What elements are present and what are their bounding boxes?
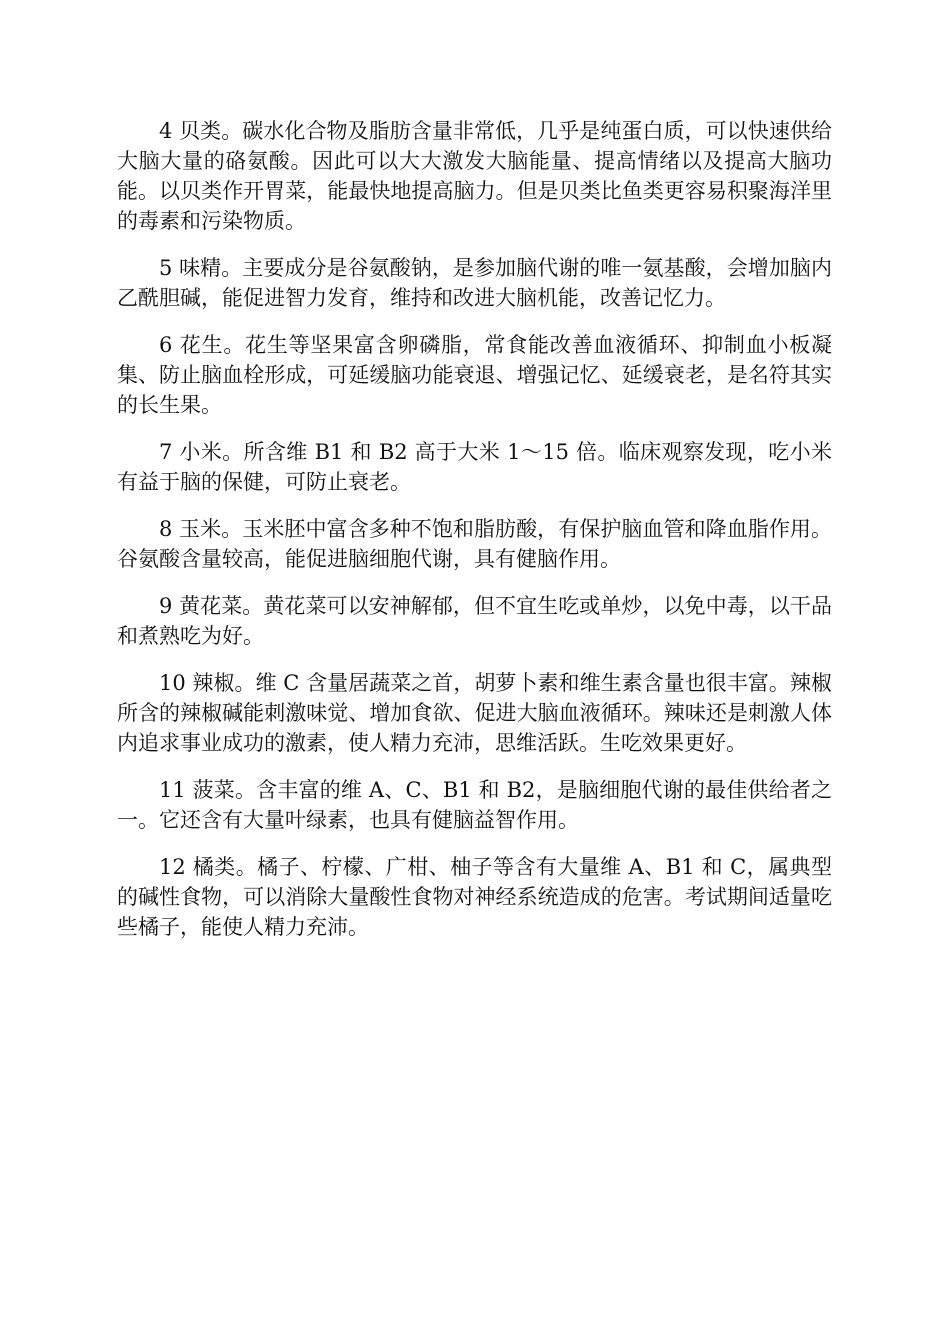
paragraph-corn: 8 玉米。玉米胚中富含多种不饱和脂肪酸，有保护脑血管和降血脂作用。谷氨酸含量较高，能促进脑细胞代谢，具有健脑作用。 [117, 517, 832, 571]
paragraph-msg: 5 味精。主要成分是谷氨酸钠，是参加脑代谢的唯一氨基酸，会增加脑内乙酰胆碱，能促进智力发育，维持和改进大脑机能，改善记忆力。 [117, 256, 832, 310]
paragraph-shellfish: 4 贝类。碳水化合物及脂肪含量非常低，几乎是纯蛋白质，可以快速供给大脑大量的硌氨酸。因此可以大大激发大脑能量、提高情绪以及提高大脑功能。以贝类作开胃菜，能最快地提高脑力。但是贝类比鱼类更容易积聚海洋里的毒素和污染物质。 [117, 119, 832, 233]
paragraph-citrus: 12 橘类。橘子、柠檬、广柑、柚子等含有大量维 A、B1 和 C，属典型的碱性食物，可以消除大量酸性食物对神经系统造成的危害。考试期间适量吃些橘子，能使人精力充沛。 [117, 855, 832, 939]
paragraph-spinach: 11 菠菜。含丰富的维 A、C、B1 和 B2，是脑细胞代谢的最佳供给者之一。它还含有大量叶绿素，也具有健脑益智作用。 [117, 778, 832, 832]
document-page [117, 116, 832, 942]
paragraph-chili: 10 辣椒。维 C 含量居蔬菜之首，胡萝卜素和维生素含量也很丰富。辣椒所含的辣椒碱能刺激味觉、增加食欲、促进大脑血液循环。辣味还是刺激人体内追求事业成功的激素，使人精力充沛，思维活跃。生吃效果更好。 [117, 671, 832, 755]
paragraph-peanut: 6 花生。花生等坚果富含卵磷脂，常食能改善血液循环、抑制血小板凝集、防止脑血栓形成，可延缓脑功能衰退、增强记忆、延缓衰老，是名符其实的长生果。 [117, 333, 832, 417]
paragraph-millet: 7 小米。所含维 B1 和 B2 高于大米 1～15 倍。临床观察发现，吃小米有益于脑的保健，可防止衰老。 [117, 440, 832, 494]
paragraph-daylily: 9 黄花菜。黄花菜可以安神解郁，但不宜生吃或单炒，以免中毒，以干品和煮熟吃为好。 [117, 594, 832, 648]
